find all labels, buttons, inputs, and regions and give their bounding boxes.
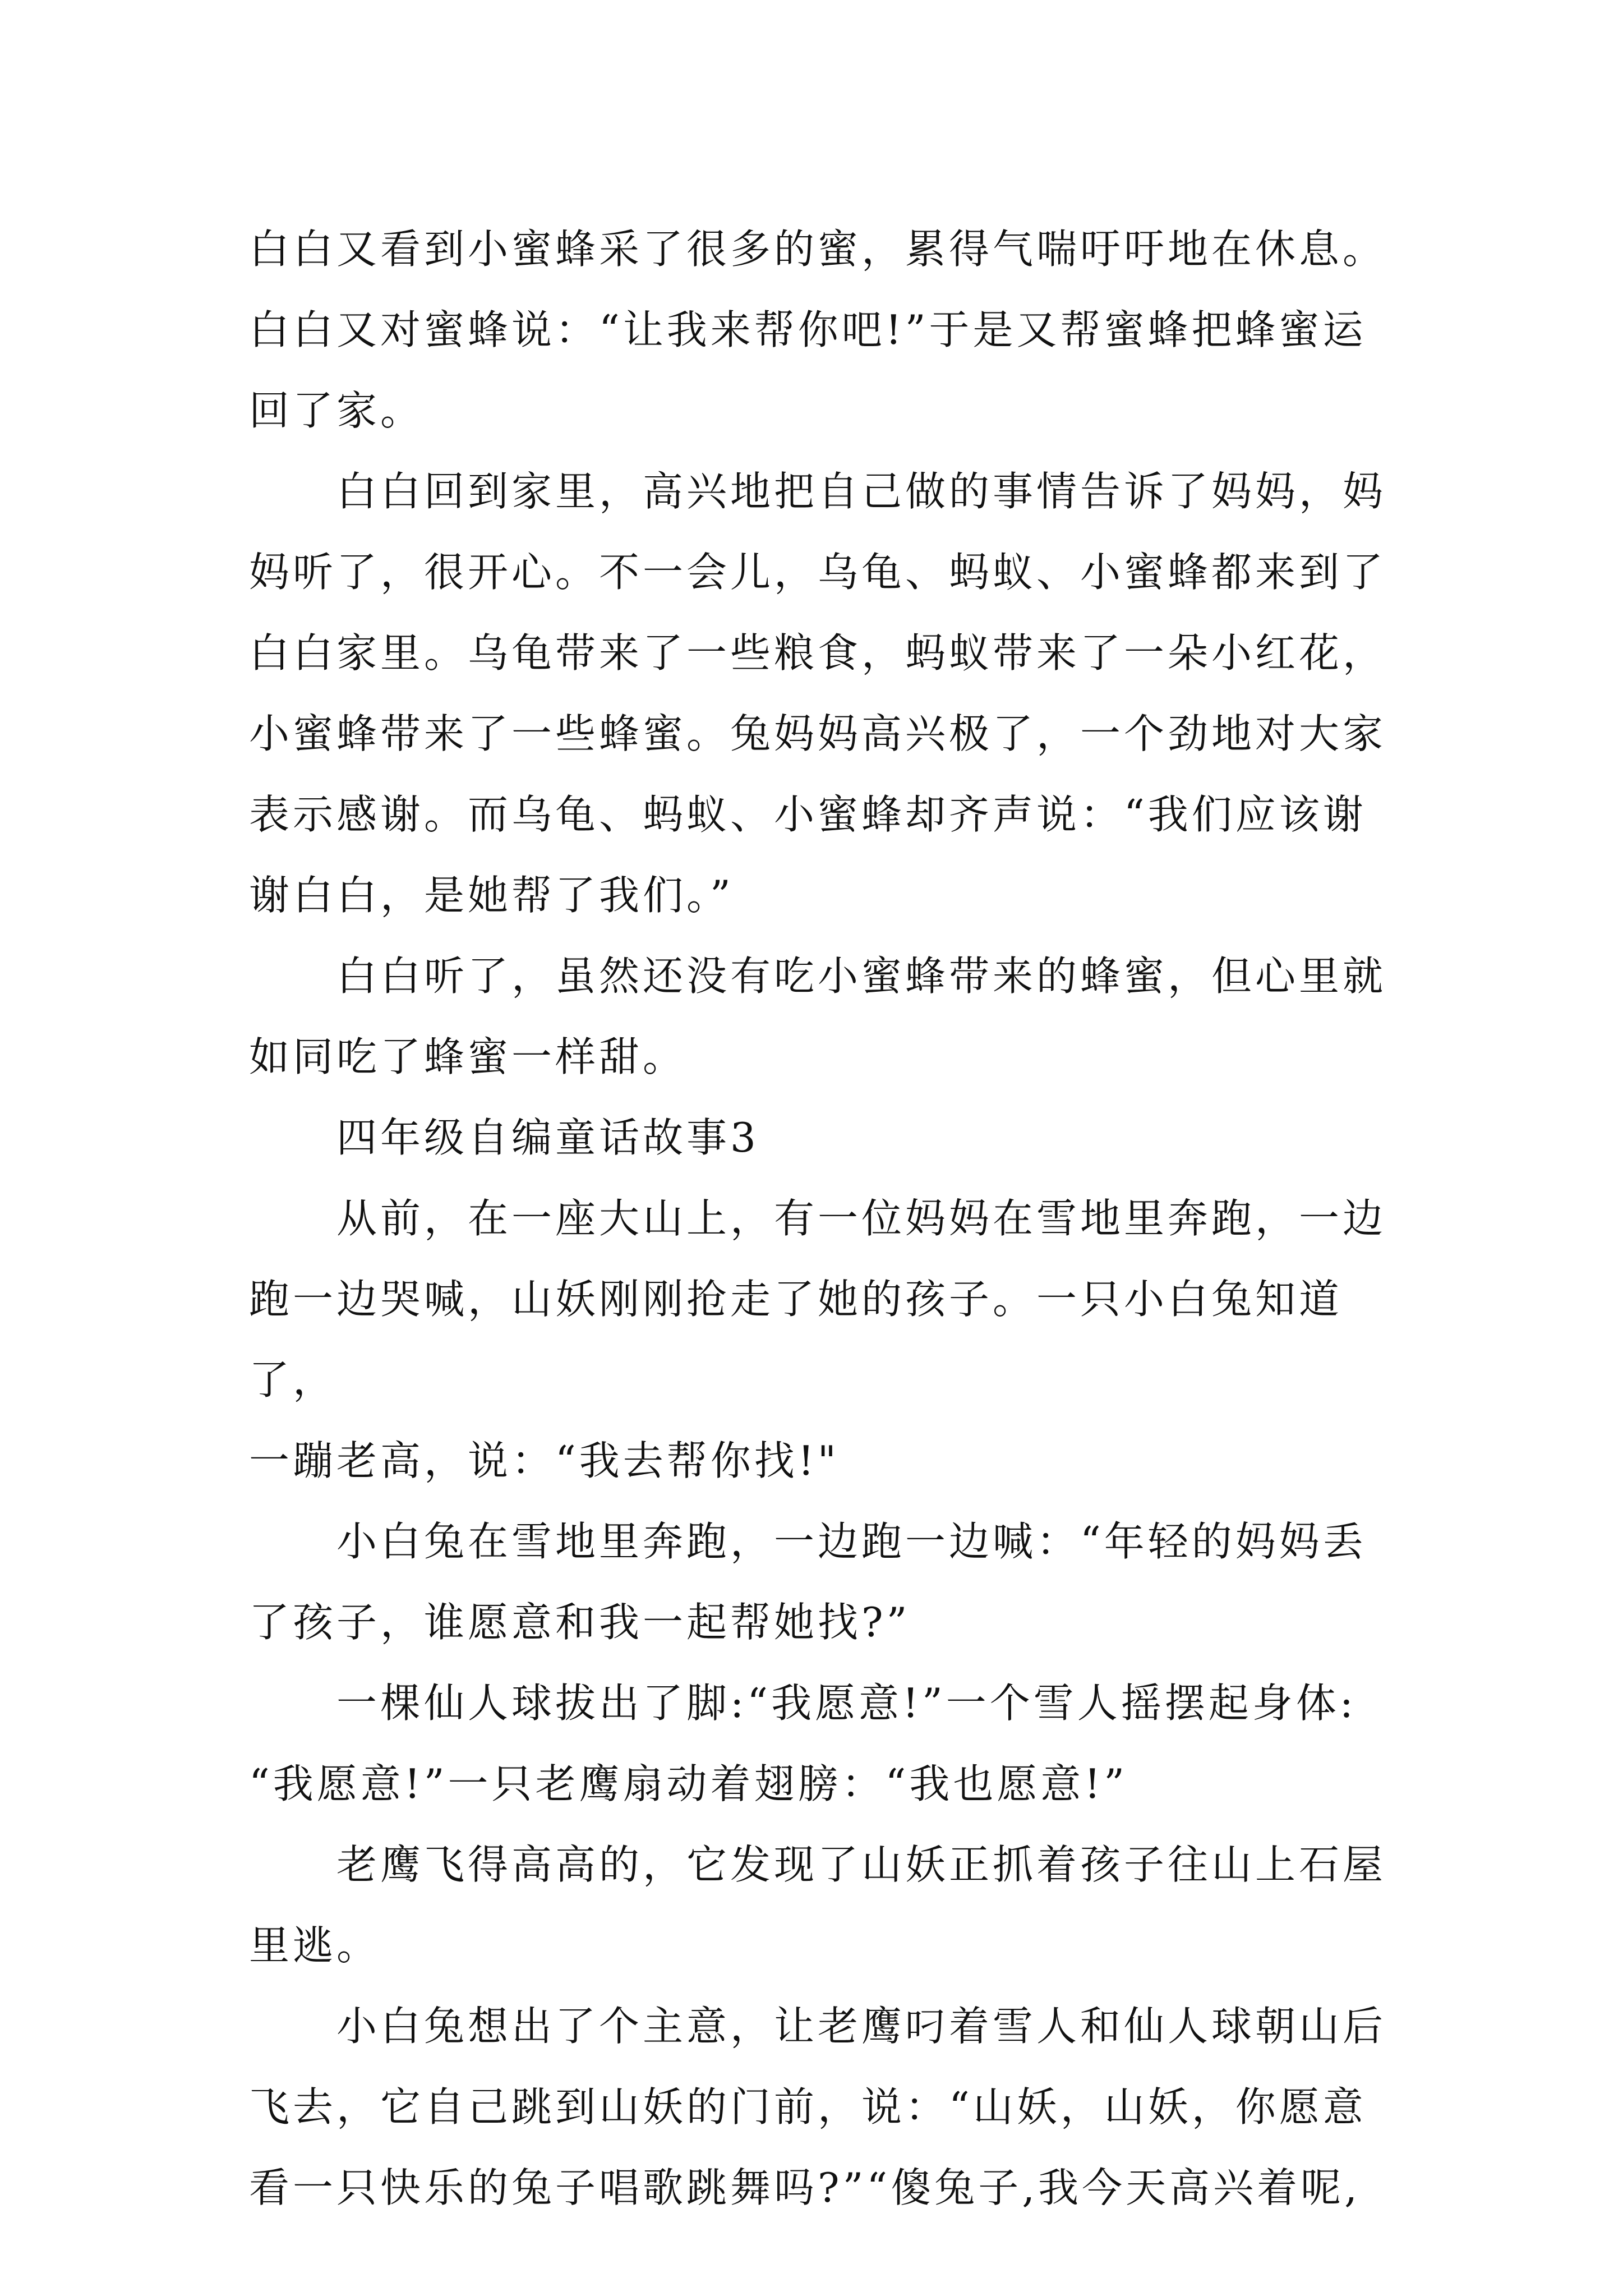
text-line: 从前，在一座大山上，有一位妈妈在雪地里奔跑，一边 <box>336 1195 1387 1242</box>
text-line: 一蹦老高，说：“我去帮你找!" <box>249 1437 840 1484</box>
text-line: 白白又对蜜蜂说：“让我来帮你吧!”于是又帮蜜蜂把蜂蜜运 <box>249 306 1367 353</box>
text-line: 白白听了，虽然还没有吃小蜜蜂带来的蜂蜜，但心里就 <box>336 953 1387 1000</box>
text-line: 回了家。 <box>249 387 425 434</box>
text-line: 谢白白，是她帮了我们。” <box>249 872 734 919</box>
paragraph-5 <box>249 1178 1393 1501</box>
text-line: 如同吃了蜂蜜一样甜。 <box>249 1033 687 1080</box>
text-line: 飞去，它自己跳到山妖的门前，说：“山妖，山妖，你愿意 <box>249 2083 1367 2131</box>
text-line: 小白兔想出了个主意，让老鹰叼着雪人和仙人球朝山后 <box>336 2003 1387 2050</box>
paragraph-7 <box>249 1663 1393 1824</box>
document-body <box>249 209 1393 2228</box>
paragraph-8 <box>249 1824 1393 1986</box>
text-line: 一棵仙人球拔出了脚:“我愿意!”一个雪人摇摆起身体: <box>336 1680 1357 1727</box>
paragraph-6 <box>249 1501 1393 1663</box>
text-line: 小白兔在雪地里奔跑，一边跑一边喊：“年轻的妈妈丢 <box>336 1518 1367 1565</box>
text-line: 白白又看到小蜜蜂采了很多的蜜，累得气喘吁吁地在休息。 <box>249 226 1387 273</box>
text-line: 小蜜蜂带来了一些蜂蜜。兔妈妈高兴极了，一个劲地对大家 <box>249 710 1387 757</box>
text-line: “我愿意!”一只老鹰扇动着翅膀：“我也愿意!” <box>249 1760 1128 1807</box>
text-line: 了孩子，谁愿意和我一起帮她找?” <box>249 1599 911 1646</box>
section-heading <box>249 1097 1393 1178</box>
paragraph-9 <box>249 1986 1393 2228</box>
text-line: 白白回到家里，高兴地把自己做的事情告诉了妈妈，妈 <box>336 468 1387 515</box>
paragraph-1 <box>249 209 1393 451</box>
heading-text: 四年级自编童话故事3 <box>336 1114 759 1161</box>
text-line: 表示感谢。而乌龟、蚂蚁、小蜜蜂却齐声说：“我们应该谢 <box>249 791 1367 838</box>
text-line: 白白家里。乌龟带来了一些粮食，蚂蚁带来了一朵小红花， <box>249 629 1387 677</box>
text-line: 妈听了，很开心。不一会儿，乌龟、蚂蚁、小蜜蜂都来到了 <box>249 549 1387 596</box>
paragraph-3 <box>249 936 1393 1097</box>
text-line: 里逃。 <box>249 1922 381 1969</box>
text-line: 老鹰飞得高高的，它发现了山妖正抓着孩子往山上石屋 <box>336 1841 1387 1888</box>
text-line: 看一只快乐的兔子唱歌跳舞吗?”“傻兔子,我今天高兴着呢, <box>249 2164 1361 2211</box>
paragraph-2 <box>249 451 1393 936</box>
text-line: 跑一边哭喊，山妖刚刚抢走了她的孩子。一只小白兔知道了， <box>249 1276 1343 1404</box>
